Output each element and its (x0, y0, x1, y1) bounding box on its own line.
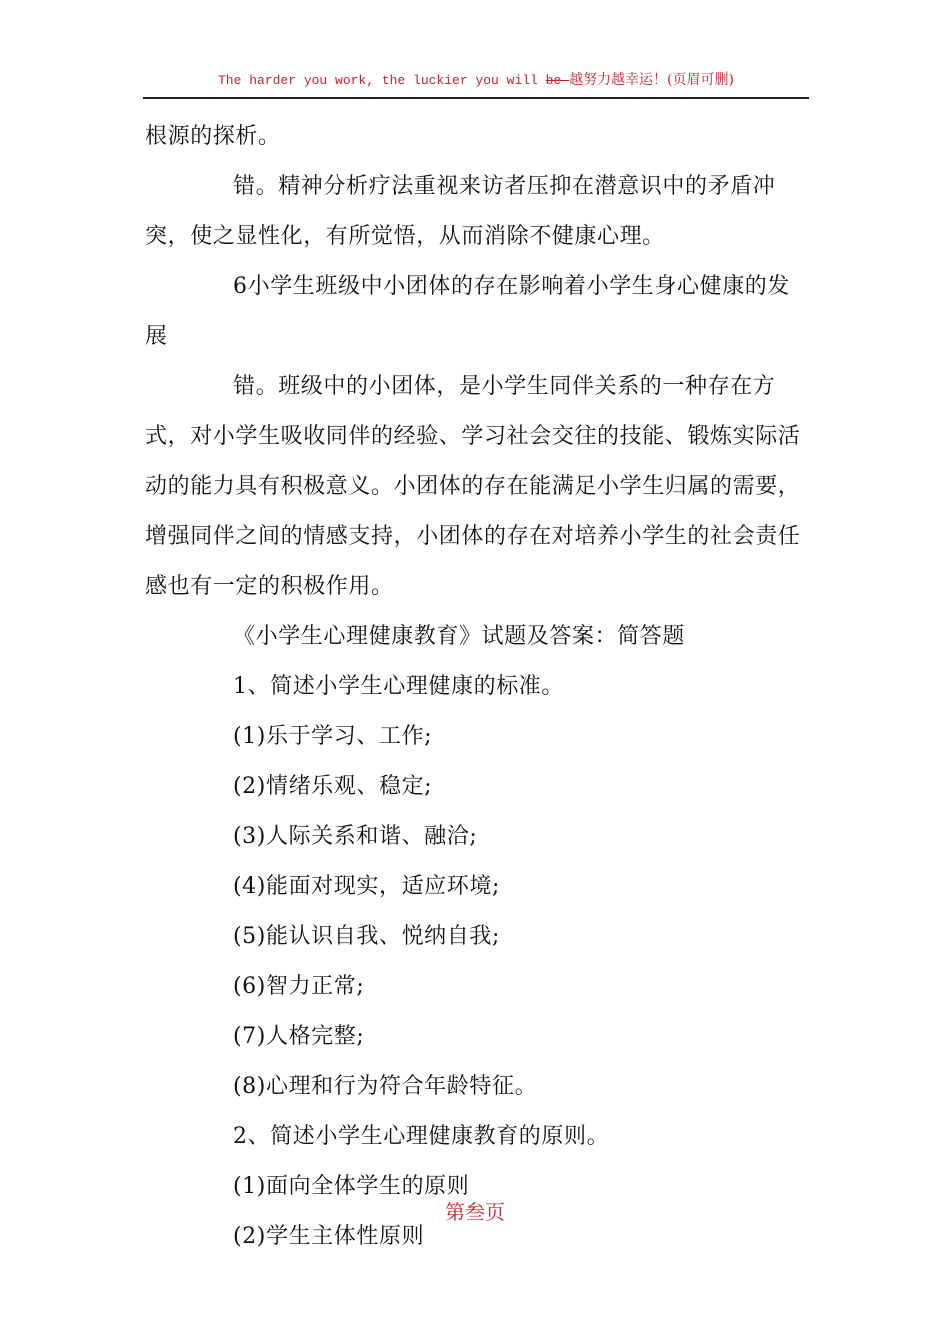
question-2: 2、简述小学生心理健康教育的原则。 (233, 1124, 610, 1149)
header-motto-cn: 越努力越幸运！(页眉可删) (569, 72, 734, 88)
q1-item: (6)智力正常; (233, 974, 365, 999)
q1-item: (8)心理和行为符合年龄特征。 (233, 1074, 538, 1099)
q1-item: (7)人格完整; (233, 1024, 365, 1049)
header-motto-en: The harder you work, the luckier you will (218, 73, 546, 88)
paragraph-answer-6: 错。班级中的小团体，是小学生同伴关系的一种存在方式，对小学生吸收同伴的经验、学习社会交往的技能、锻炼实际活动的能力具有积极意义。小团体的存在能满足小学生归属的需要，增强同伴之间的情感支持，小团体的存在对培养小学生的社会责任感也有一定的积极作用。 (145, 374, 801, 599)
page-footer: 第叁页 (445, 1200, 505, 1224)
q1-item: (3)人际关系和谐、融洽; (233, 824, 478, 849)
q1-item: (4)能面对现实，适应环境; (233, 874, 500, 899)
q1-item: (5)能认识自我、悦纳自我; (233, 924, 500, 949)
q2-item: (1)面向全体学生的原则 (233, 1174, 470, 1199)
question-1: 1、简述小学生心理健康的标准。 (233, 674, 564, 699)
q1-item: (1)乐于学习、工作; (233, 724, 433, 749)
q2-item: (2)学生主体性原则 (233, 1224, 425, 1249)
paragraph-continuation: 根源的探析。 (145, 124, 281, 149)
paragraph-answer-5: 错。精神分析疗法重视来访者压抑在潜意识中的矛盾冲突，使之显性化，有所觉悟，从而消除不健康心理。 (145, 174, 776, 249)
page-header (143, 70, 809, 91)
document-body (145, 112, 809, 1262)
q1-item: (2)情绪乐观、稳定; (233, 774, 433, 799)
header-motto-strike: be— (545, 73, 570, 88)
paragraph-question-6: 6小学生班级中小团体的存在影响着小学生身心健康的发展 (145, 274, 790, 349)
header-rule (143, 97, 809, 99)
section-title: 《小学生心理健康教育》试题及答案：简答题 (233, 624, 686, 649)
